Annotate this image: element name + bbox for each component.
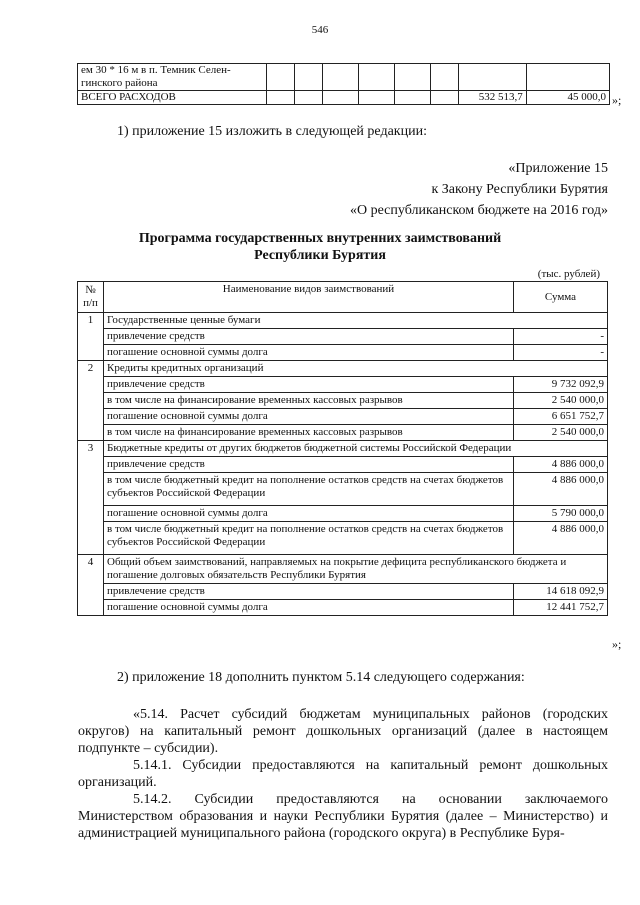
row-value: - xyxy=(514,329,608,345)
table-row xyxy=(78,345,608,361)
item-1: 1) приложение 15 изложить в следующей редакции: xyxy=(117,124,427,139)
program-title xyxy=(0,230,640,264)
row-value: 4 886 000,0 xyxy=(514,457,608,473)
page-number: 546 xyxy=(311,24,329,36)
borrowing-program-table xyxy=(77,281,608,616)
attachment-line-3: «О республиканском бюджете на 2016 год» xyxy=(350,203,608,218)
section-title: Общий объем заимствований, направляемых на покрытие дефицита республиканского бюджета и погашение долговых обязательств Республики Бурятия xyxy=(104,555,608,584)
table-closing-quote: »; xyxy=(612,637,622,651)
total-value-2: 45 000,0 xyxy=(526,91,609,105)
program-title-line-2: Республики Бурятия xyxy=(254,248,386,263)
table-row xyxy=(78,64,610,91)
row-label: привлечение средств xyxy=(104,377,514,393)
row-label: привлечение средств xyxy=(104,584,514,600)
row-value: 2 540 000,0 xyxy=(514,425,608,441)
table-header-row xyxy=(78,282,608,313)
row-label: погашение основной суммы долга xyxy=(104,506,514,522)
paragraph-5-14-1: 5.14.1. Субсидии предоставляются на капитальный ремонт дошкольных организаций. xyxy=(78,758,608,790)
section-number: 4 xyxy=(78,555,104,616)
section-title: Государственные ценные бумаги xyxy=(104,313,608,329)
row-label: в том числе бюджетный кредит на пополнение остатков средств на счетах бюджетов субъектов Российской Федерации xyxy=(104,522,514,555)
section-number: 1 xyxy=(78,313,104,361)
table-row xyxy=(78,313,608,329)
row-value: 4 886 000,0 xyxy=(514,473,608,506)
item-2: 2) приложение 18 дополнить пунктом 5.14 следующего содержания: xyxy=(117,670,525,685)
total-label: ВСЕГО РАСХОДОВ xyxy=(78,91,267,105)
row-label: привлечение средств xyxy=(104,329,514,345)
section-title: Кредиты кредитных организаций xyxy=(104,361,608,377)
attachment-line-2: к Закону Республики Бурятия xyxy=(431,182,608,197)
header-num: № п/п xyxy=(78,282,104,313)
header-sum: Сумма xyxy=(514,282,608,313)
closing-quote: »; xyxy=(612,93,622,107)
section-number: 3 xyxy=(78,441,104,555)
row-label: погашение основной суммы долга xyxy=(104,345,514,361)
table-row xyxy=(78,457,608,473)
row-value: 4 886 000,0 xyxy=(514,522,608,555)
row-value: - xyxy=(514,345,608,361)
table-row xyxy=(78,329,608,345)
table-row xyxy=(78,361,608,377)
header-name: Наименование видов заимствований xyxy=(104,282,514,313)
attachment-line-1: «Приложение 15 xyxy=(508,161,608,176)
table-row xyxy=(78,555,608,584)
row-value: 9 732 092,9 xyxy=(514,377,608,393)
section-title: Бюджетные кредиты от других бюджетов бюджетной системы Российской Федерации xyxy=(104,441,608,457)
table-row xyxy=(78,409,608,425)
row-label: в том числе на финансирование временных кассовых разрывов xyxy=(104,393,514,409)
row-label: привлечение средств xyxy=(104,457,514,473)
table-row xyxy=(78,393,608,409)
row-label: погашение основной суммы долга xyxy=(104,600,514,616)
table-row xyxy=(78,506,608,522)
row-value: 2 540 000,0 xyxy=(514,393,608,409)
table-row xyxy=(78,441,608,457)
table-row xyxy=(78,600,608,616)
table-row xyxy=(78,584,608,600)
row-value: 6 651 752,7 xyxy=(514,409,608,425)
row-label: в том числе на финансирование временных кассовых разрывов xyxy=(104,425,514,441)
program-title-line-1: Программа государственных внутренних заимствований xyxy=(138,231,502,246)
table-row xyxy=(78,425,608,441)
units-label: (тыс. рублей) xyxy=(537,268,600,280)
total-value-1: 532 513,7 xyxy=(459,91,527,105)
section-number: 2 xyxy=(78,361,104,441)
row-value: 14 618 092,9 xyxy=(514,584,608,600)
table-row xyxy=(78,473,608,506)
object-name-cell: ем 30 * 16 м в п. Темник Селен-гинского района xyxy=(78,64,267,91)
expense-table-continuation xyxy=(77,63,610,105)
row-value: 5 790 000,0 xyxy=(514,506,608,522)
paragraph-5-14: «5.14. Расчет субсидий бюджетам муниципальных районов (городских округов) на капитальный ремонт дошкольных организаций (далее в настоящем подпункте – субсидии). xyxy=(78,707,608,756)
table-row-total xyxy=(78,91,610,105)
row-value: 12 441 752,7 xyxy=(514,600,608,616)
attachment-header xyxy=(350,158,608,221)
row-label: погашение основной суммы долга xyxy=(104,409,514,425)
table-row xyxy=(78,522,608,555)
paragraph-5-14-2: 5.14.2. Субсидии предоставляются на основании заключаемого Министерством образования и науки Республики Бурятия (далее – Министерство) и администрацией муниципального района (городского округа) в Республике Буря- xyxy=(78,792,608,841)
row-label: в том числе бюджетный кредит на пополнение остатков средств на счетах бюджетов субъектов Российской Федерации xyxy=(104,473,514,506)
table-row xyxy=(78,377,608,393)
